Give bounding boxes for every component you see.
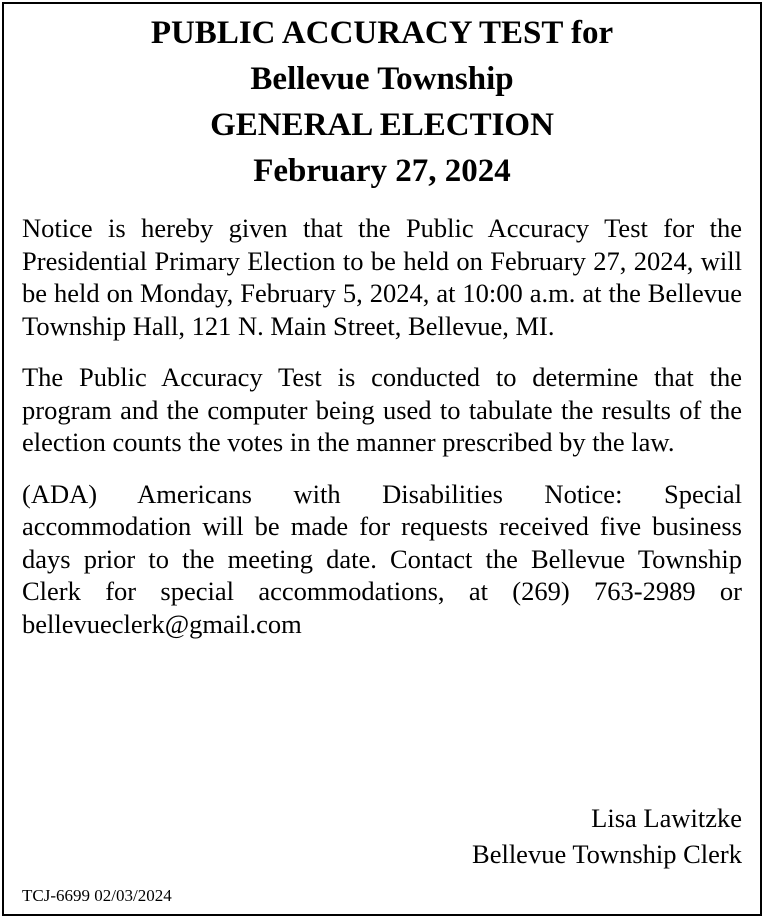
paragraph-test-purpose: The Public Accuracy Test is conducted to determine that the program and the computer being used to tabulate the results of the election counts the votes in the manner prescribed by the law. (22, 362, 742, 457)
signature-block (472, 800, 742, 872)
paragraph-test-schedule: Notice is hereby given that the Public Accuracy Test for the Presidential Primary Election to be held on February 27, 2024, will be held on Monday, February 5, 2024, at 10:00 a.m. at the Bellevue Township Hall, 121 N. Main Street, Bellevue, MI. (22, 213, 742, 341)
signature-title: Bellevue Township Clerk (472, 839, 742, 869)
heading-line-4: February 27, 2024 (253, 153, 511, 189)
heading-line-2: Bellevue Township (250, 61, 514, 97)
legal-notice (2, 2, 762, 916)
notice-heading (4, 10, 760, 194)
notice-body (22, 212, 742, 659)
publication-reference: TCJ-6699 02/03/2024 (22, 886, 172, 905)
signature-name: Lisa Lawitzke (591, 803, 742, 833)
heading-line-1: PUBLIC ACCURACY TEST for (150, 15, 614, 51)
paragraph-ada-notice: (ADA) Americans with Disabilities Notice: Special accommodation will be made for requests received five business days prior to the meeting date. Contact the Bellevue Township Clerk for special accommodations, at (269) 763-2989 or bellevueclerk@gmail.com (22, 478, 742, 639)
heading-line-3: GENERAL ELECTION (210, 107, 554, 143)
